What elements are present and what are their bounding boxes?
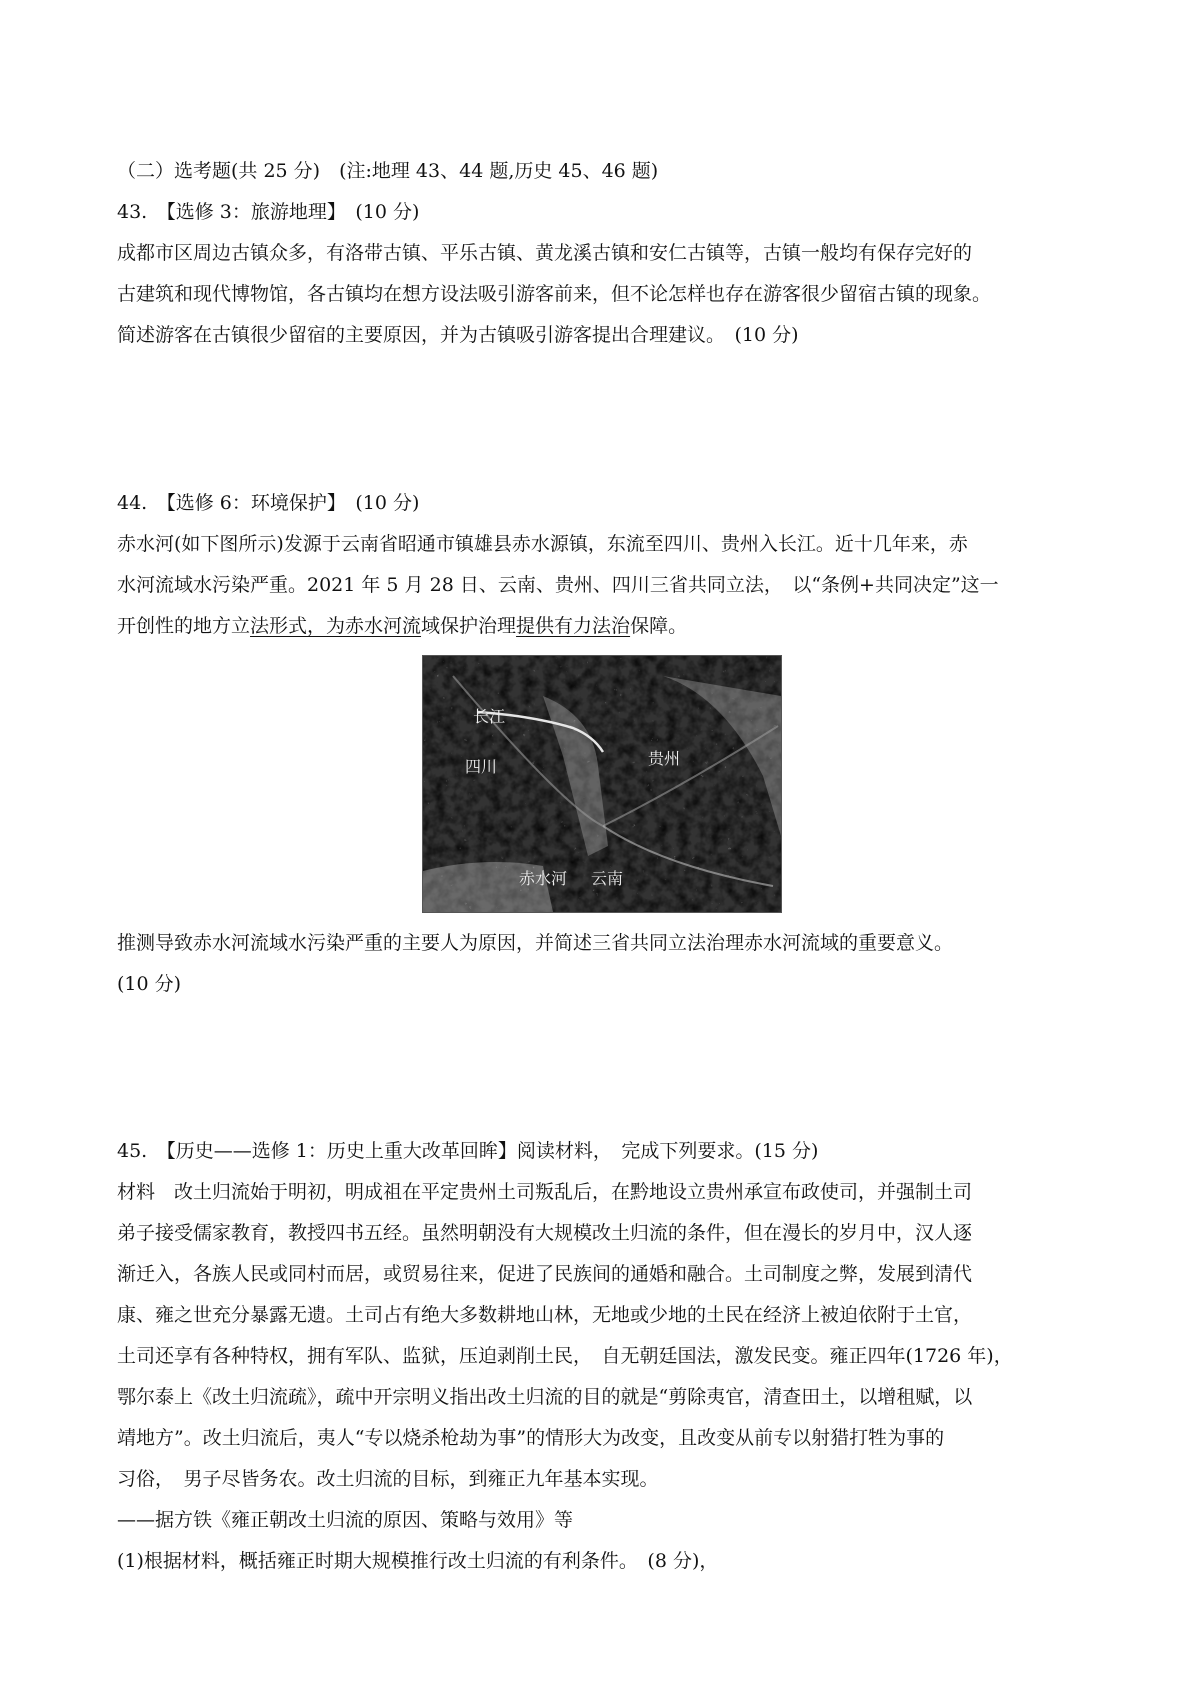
q44-line-3 [117, 611, 687, 641]
q44-line-3-plain: 开创性的地方立 [117, 615, 251, 637]
q44-line-3-end: 保障。 [630, 615, 688, 637]
q45-line-4: 康、雍之世充分暴露无遗。土司占有绝大多数耕地山林，无地或少地的土民在经济上被迫依附于土官， [117, 1304, 973, 1326]
q44-line-2: 水河流域水污染严重。2021 年 5 月 28 日、云南、贵州、四川三省共同立法， 以“条例+共同决定”这一 [117, 574, 999, 596]
q45-line-1: 材料 改土归流始于明初，明成祖在平定贵州土司叛乱后，在黔地设立贵州承宣布政使司，并强制土司 [117, 1181, 973, 1203]
q45-line-8: 习俗， 男子尽皆务农。改土归流的目标，到雍正九年基本实现。 [117, 1468, 659, 1490]
q45-subquestion-1: (1)根据材料，概括雍正时期大规模推行改土归流的有利条件。 (8 分)， [117, 1550, 719, 1572]
q45-line-7: 靖地方”。改土归流后，夷人“专以烧杀枪劫为事”的情形大为改变，且改变从前专以射猎打牲为事的 [117, 1427, 945, 1449]
q45-line-6: 鄂尔泰上《改土归流疏》，疏中开宗明义指出改土归流的目的就是“剪除夷官，清查田土，以增租赋，以 [117, 1386, 973, 1408]
q43-line-3: 简述游客在古镇很少留宿的主要原因，并为古镇吸引游客提出合理建议。 (10 分) [117, 324, 799, 346]
map-label-changjiang: 长江 [473, 707, 506, 726]
q43-line-2: 古建筑和现代博物馆，各古镇均在想方设法吸引游客前来，但不论怎样也存在游客很少留宿古镇的现象。 [117, 283, 992, 305]
q43-title: 43. 【选修 3：旅游地理】 (10 分) [117, 201, 420, 223]
q44-score: (10 分) [117, 973, 182, 995]
q45-line-3: 渐迁入，各族人民或同村而居，或贸易往来，促进了民族间的通婚和融合。土司制度之弊，发展到清代 [117, 1263, 973, 1285]
section-header: （二）选考题(共 25 分) (注:地理 43、44 题,历史 45、46 题) [117, 160, 659, 182]
map-label-yunnan: 云南 [591, 869, 624, 888]
q44-question: 推测导致赤水河流域水污染严重的主要人为原因，并简述三省共同立法治理赤水河流域的重要意义。 [117, 932, 954, 954]
map-label-guizhou: 贵州 [648, 749, 681, 768]
map-label-chishuihe: 赤水河 [519, 869, 568, 888]
q44-line-1: 赤水河(如下图所示)发源于云南省昭通市镇雄县赤水源镇，东流至四川、贵州入长江。近十几年来，赤 [117, 533, 968, 555]
q44-line-3-underline-1: 法形式，为赤水河流 [250, 615, 422, 637]
q45-source: ——据方铁《雍正朝改土归流的原因、策略与效用》等 [117, 1509, 574, 1531]
map-label-sichuan: 四川 [465, 757, 498, 776]
q45-line-2: 弟子接受儒家教育，教授四书五经。虽然明朝没有大规模改土归流的条件，但在漫长的岁月中，汉人逐 [117, 1222, 973, 1244]
q45-line-5: 土司还享有各种特权，拥有军队、监狱，压迫剥削土民， 自无朝廷国法，激发民变。雍正四年(1726 年)， [117, 1345, 1013, 1367]
q44-title: 44. 【选修 6：环境保护】 (10 分) [117, 492, 420, 514]
q44-line-3-underline-2: 提供有力法治 [516, 615, 631, 637]
q43-line-1: 成都市区周边古镇众多，有洛带古镇、平乐古镇、黄龙溪古镇和安仁古镇等，古镇一般均有保存完好的 [117, 242, 973, 264]
q45-title: 45. 【历史——选修 1：历史上重大改革回眸】阅读材料， 完成下列要求。(15 分) [117, 1140, 819, 1162]
q44-line-3-mid: 域保护治理 [421, 615, 517, 637]
chishui-river-map [422, 655, 782, 913]
